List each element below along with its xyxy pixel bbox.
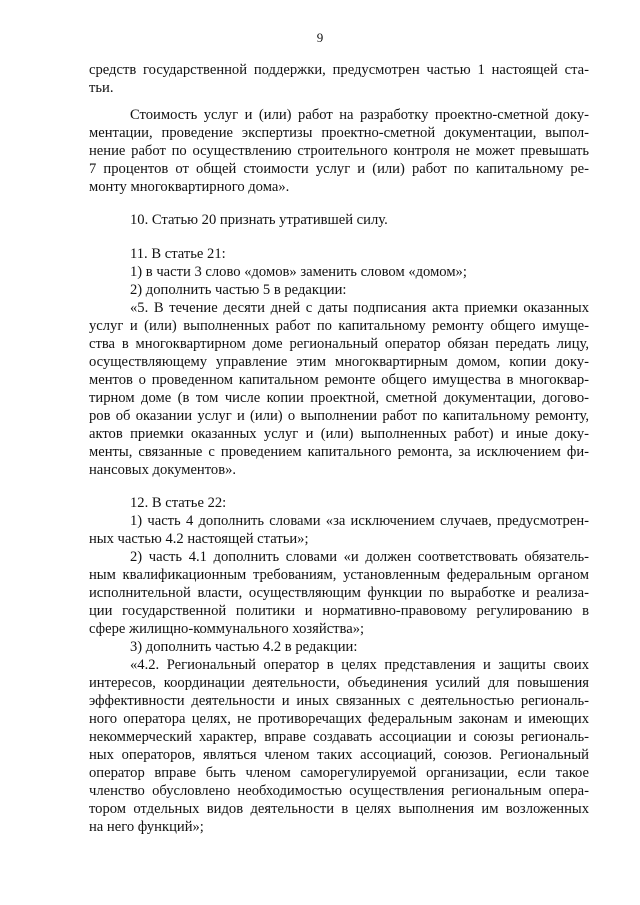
text-line: «4.2. Региональный оператор в целях представления и защиты своих: [130, 657, 589, 673]
text-line: нансовых документов».: [89, 462, 237, 478]
text-line: ного оператора целях, не противоречащих федеральным законам и имеющих: [89, 711, 589, 727]
text-line: эффективности деятельности и иных связанных с деятельностью региональ-: [89, 693, 589, 709]
text-line: 11. В статье 21:: [130, 246, 226, 262]
text-line: нение работ по осуществлению строительного контроля не может превышать: [89, 143, 589, 159]
text-line: 7 процентов от общей стоимости услуг и (или) работ по капитальному ре-: [89, 161, 589, 177]
text-line: менты, связанные с проведением капитального ремонта, за исключением фи-: [89, 444, 589, 460]
text-line: ментации, проведение экспертизы проектно-сметной документации, выпол-: [89, 125, 589, 141]
text-line: на него функций»;: [89, 819, 204, 835]
text-line: 2) дополнить частью 5 в редакции:: [130, 282, 347, 298]
page-number: 9: [316, 30, 324, 45]
text-line: тирном доме (в том числе копии проектной, сметной документации, догово-: [89, 390, 589, 406]
text-line: средств государственной поддержки, предусмотрен частью 1 настоящей ста-: [89, 62, 589, 78]
text-line: сфере жилищно-коммунального хозяйства»;: [89, 621, 365, 637]
text-line: 10. Статью 20 признать утратившей силу.: [130, 212, 388, 228]
text-line: осуществляющему управление этим многоквартирным домом, копии доку-: [89, 354, 589, 370]
text-line: ции государственной политики и нормативно-правовому регулированию в: [89, 603, 589, 619]
text-line: 1) в части 3 слово «домов» заменить словом «домом»;: [130, 264, 467, 280]
text-line: Стоимость услуг и (или) работ на разработку проектно-сметной доку-: [130, 107, 589, 123]
text-line: тором отдельных видов деятельности в целях выполнения им возложенных: [89, 801, 589, 817]
text-line: 2) часть 4.1 дополнить словами «и должен соответствовать обязатель-: [130, 549, 589, 565]
text-line: актов приемки оказанных услуг и (или) выполненных работ) и иные доку-: [89, 426, 589, 442]
text-line: оператор вправе быть членом саморегулируемой организации, если такое: [89, 765, 589, 781]
text-line: 3) дополнить частью 4.2 в редакции:: [130, 639, 358, 655]
text-line: ров об оказании услуг и (или) о выполнении работ по капитальному ремонту,: [89, 408, 589, 424]
text-line: некоммерческий характер, вправе создавать ассоциации и союзы региональ-: [89, 729, 589, 745]
text-line: ментов о проведенном капитальном ремонте общего имущества в многоквар-: [89, 372, 589, 388]
text-line: ства в многоквартирном доме региональный оператор обязан передать лицу,: [89, 336, 589, 352]
text-line: 1) часть 4 дополнить словами «за исключением случаев, предусмотрен-: [130, 513, 589, 529]
text-line: членство обусловлено необходимостью осуществления региональным опера-: [89, 783, 589, 799]
text-line: монту многоквартирного дома».: [89, 179, 290, 195]
text-line: тьи.: [89, 80, 114, 96]
text-line: «5. В течение десяти дней с даты подписания акта приемки оказанных: [130, 300, 589, 316]
text-line: ных операторов, являться членом таких ассоциаций, союзов. Региональный: [89, 747, 589, 763]
text-line: интересов, координации деятельности, объединения усилий для повышения: [89, 675, 589, 691]
text-line: исполнительной власти, осуществляющим функции по выработке и реализа-: [89, 585, 589, 601]
text-line: ных частью 4.2 настоящей статьи»;: [89, 531, 309, 547]
text-line: ным квалификационным требованиям, установленным федеральным органом: [89, 567, 589, 583]
text-line: услуг и (или) выполненных работ по капитальному ремонту общего имуще-: [89, 318, 589, 334]
text-line: 12. В статье 22:: [130, 495, 227, 511]
